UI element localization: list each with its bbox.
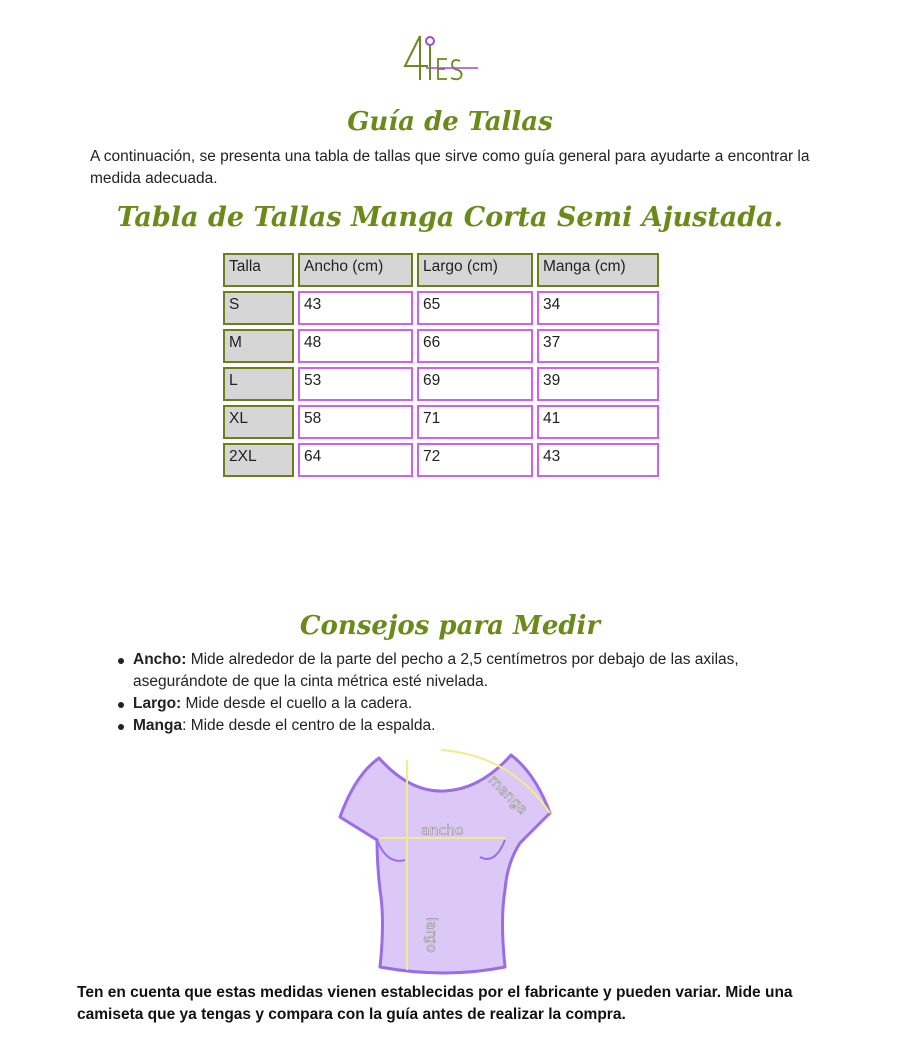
footer-note: Ten en cuenta que estas medidas vienen establecidas por el fabricante y pueden variar. Mide una camiseta que ya tengas y compara con la guía antes de realizar la compra. — [77, 984, 793, 1023]
table-cell-largo: 65 — [417, 291, 533, 325]
table-cell-manga: 41 — [537, 405, 659, 439]
table-header-talla: Talla — [223, 253, 294, 287]
table-cell-largo: 66 — [417, 329, 533, 363]
tip-term: Ancho: — [133, 651, 187, 668]
largo-label: largo — [423, 917, 439, 953]
table-cell-size: S — [223, 291, 294, 325]
table-cell-manga: 34 — [537, 291, 659, 325]
table-header-manga: Manga (cm) — [537, 253, 659, 287]
table-cell-manga: 39 — [537, 367, 659, 401]
tips-list — [133, 649, 823, 737]
ancho-label: ancho — [421, 823, 464, 839]
tip-ancho — [133, 649, 823, 693]
tip-text: Mide alrededor de la parte del pecho a 2,5 centímetros por debajo de las axilas, asegurándote de que la cinta métrica esté nivelada. — [133, 651, 739, 690]
table-cell-ancho: 64 — [298, 443, 413, 477]
tip-text: : Mide desde el centro de la espalda. — [182, 717, 436, 734]
tip-text: Mide desde el cuello a la cadera. — [181, 695, 413, 712]
table-cell-ancho: 43 — [298, 291, 413, 325]
table-cell-size: M — [223, 329, 294, 363]
size-table-title: Tabla de Tallas Manga Corta Semi Ajustada. — [116, 202, 784, 233]
brand-logo — [400, 33, 484, 83]
manga-label: manga — [485, 772, 531, 818]
table-cell-ancho: 58 — [298, 405, 413, 439]
tip-largo — [133, 693, 823, 715]
table-cell-manga: 43 — [537, 443, 659, 477]
table-cell-largo: 69 — [417, 367, 533, 401]
table-cell-manga: 37 — [537, 329, 659, 363]
tshirt-diagram — [335, 745, 555, 975]
guide-title: Guía de Tallas — [347, 107, 553, 137]
table-cell-largo: 72 — [417, 443, 533, 477]
tip-manga — [133, 715, 823, 737]
table-header-largo: Largo (cm) — [417, 253, 533, 287]
table-cell-size: L — [223, 367, 294, 401]
tips-title: Consejos para Medir — [299, 611, 601, 641]
table-cell-ancho: 48 — [298, 329, 413, 363]
table-cell-largo: 71 — [417, 405, 533, 439]
table-cell-size: 2XL — [223, 443, 294, 477]
guide-intro: A continuación, se presenta una tabla de tallas que sirve como guía general para ayudarte a encontrar la medida adecuada. — [90, 148, 810, 187]
table-header-ancho: Ancho (cm) — [298, 253, 413, 287]
table-cell-ancho: 53 — [298, 367, 413, 401]
tip-term: Largo: — [133, 695, 182, 712]
tip-term: Manga — [133, 717, 183, 734]
table-cell-size: XL — [223, 405, 294, 439]
